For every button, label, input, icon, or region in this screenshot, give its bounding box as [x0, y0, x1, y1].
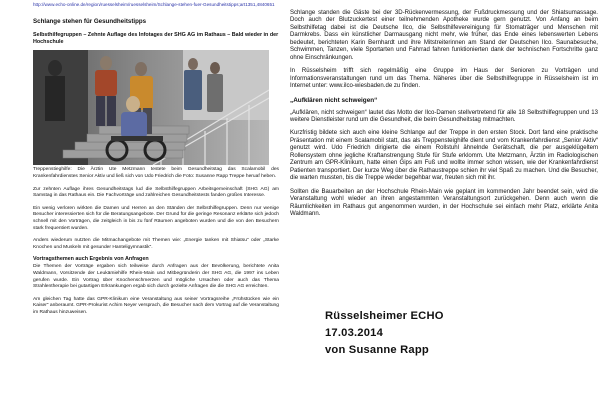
left-column — [33, 0, 279, 400]
right-paragraph-3: „Aufklären, nicht schweigen“ lautet das Motto der Ilco-Damen stellvertretend für alle 18 Selbsthilfegruppen und 13 weitere Dienstleister rund um die Gesundheit, die beim Gesundheitstag mitmachten. — [290, 109, 598, 123]
right-paragraph-2: In Rüsselsheim trifft sich regelmäßig eine Gruppe im Haus der Senioren zu Vorträgen und Informationsveranstaltungen rund um das Thema. Näheres über die Selbsthilfegruppe in Rüsselsheim ist im Internet unter: www.ilco-wiesbaden.de zu finden. — [290, 68, 598, 90]
credit-date: 17.03.2014 — [325, 327, 383, 339]
right-subheading: „Aufklären nicht schweigen“ — [290, 96, 378, 104]
left-paragraph-2: Ein wenig verloren wirkten die Damen und Herren an den Ständen der Selbsthilfegruppen. Denn nur wenige Besucher interessierten sich für die Beratungsangebote. Der Grund für die geringe Resonanz erklärte sich jedoch schnell mit den Vorträgen, die zeitgleich in bis zu fünf Räumen angeboten wurden und die von den Besuchern stark frequentiert wurden. — [33, 205, 279, 231]
left-paragraph-5: Am gleichen Tag hatte das GPR-Klinikum eine Veranstaltung aus seiner Vortragsreihe „Frühstücken wie ein Kaiser“ anberaumt. GPR-Prokurist Achim Neyer versprach, die Besucher nach dem Vortrag auf die Veranstaltung im Rathaus hinzuweisen. — [33, 296, 279, 315]
photo-caption: Treppenstieghilfe: Die Ärztin Ute Metzmann testete beim Gesundheitstag das Scalamobil des Krankenfahrdienstes Senior Aktiv und ließ sich von Udo Friedrich die Foto: Susanne Rapp Treppe heruaf heben. — [33, 167, 279, 179]
credit-newspaper: Rüsselsheimer ECHO — [325, 310, 444, 322]
left-subheading: Vortragsthemen auch Ergebnis von Anfragen — [33, 256, 149, 263]
right-paragraph-5: Sollten die Bauarbeiten an der Hochschule Rhein-Main wie geplant im kommenden Jahr beendet sein, wird die Veranstaltung wohl wieder an ihren angestammten Veranstaltungsort zurückgehen. Denn auch wenn die Räumlichkeiten im Rathaus gut angenommen wurden, in der Hochschule sei einfach mehr Platz, erklärte Anita Waldmann. — [290, 188, 598, 217]
left-paragraph-4: Die Themen der Vorträge ergaben sich teilweise durch Anfragen aus der Bevölkerung, berichtete Anita Waldmann, Vorsitzende der Leukämiehilfe Rhein-Main und Mitbegründerin der SHG AG, die 1997 ins Leben gerufen wurde. Ein Vortrag über Knochenschmerzen und mögliche Ursachen oder auch das Thema Strahlentherapie bei gutartigen Erkrankungen ergab sich durch gezielte Anfragen die die SHG AG erreichten. — [33, 264, 279, 290]
article-url[interactable]: http://www.echo-online.de/region/ruesselsheim/ruesselsheim/Schlange-stehen-fuer-Gesundheitstipps;art1351,4840651 — [33, 2, 275, 7]
right-paragraph-1: Schlange standen die Gäste bei der 3D-Rückenvermessung, der Fußdruckmessung und der Shiatsumassage. Doch auch der Blutzuckertest einer teilnehmenden Apotheke wurde gern genutzt. Von Anfang an beim Selbsthilfetag dabei ist die Deutsche Ilco, die Selbsthilfevereinigung für Stomaträger und Menschen mit Darmkrebs. Dass ein künstlicher Darmausgang nicht mehr, wie früher, das Ende eines lebenswerten Lebens bedeutet, berichteten Karin Bernhardt und ihre Mitstreiterinnen am Stand der Deutschen Ilco. Saunabesuche, Schwimmen, Tanzen, viele Sportarten und Fahrrad fahren funktionierten dank der technischen Fortschritte ganz ohne Einschränkungen. — [290, 10, 598, 61]
right-paragraph-4: Kurzfristig bildete sich auch eine kleine Schlange auf der Treppe in den ersten Stock. Dort fand eine praktische Präsentation mit einem Scalamobil statt, das als Treppensteighilfe dient und vom Krankenfahrdienst „Senior Aktiv“ genutzt wird. Udo Friedrich dirigierte die einem Rollstuhl ähnelnde Gerätschaft, die per ausgeklügeltem Rollensystem ohne jegliche Kraftanstrengung Stufe für Stufe erklomm. Ute Metzmann, Ärztin im Radiologischen Zentrum am GPR-Klinikum, hatte einen Gips am Fuß und wollte immer schon wissen, wie der Krankenfahrdienst Patienten transportiert. Der kurze Weg über die Rathaustreppe schien ihr viel Spaß zu machen. Und die Besucher, die warten mussten, bis die Treppe wieder begehbar war, freuten sich mit ihr. — [290, 130, 598, 182]
credit-author: von Susanne Rapp — [325, 344, 429, 356]
article-photo — [33, 50, 269, 165]
article-subheadline: Selbsthilfegruppen – Zehnte Auflage des Infotages der SHG AG im Rathaus – Bald wieder in der Hochschule — [33, 32, 279, 46]
left-paragraph-1: Zur zehnten Auflage ihres Gesundheitstags lud die Selbsthilfegruppen Arbeitsgemeinschaft (SHG AG) am Samstag in das Rathaus ein. Die Fachvorträge und zahlreichen Gesundheitstests fanden großes Interesse. — [33, 186, 279, 199]
right-column — [290, 0, 598, 400]
article-headline: Schlange stehen für Gesundheitstipps — [33, 18, 147, 25]
photo-scene — [33, 50, 269, 165]
left-paragraph-3: Anders wiederum nutzten die Mitmachangebote mit Themen wie: „Energie tanken mit Shiatsu“ oder „Starke Knochen und Muskeln mit gesunder Hanteligymnastik“. — [33, 238, 279, 250]
